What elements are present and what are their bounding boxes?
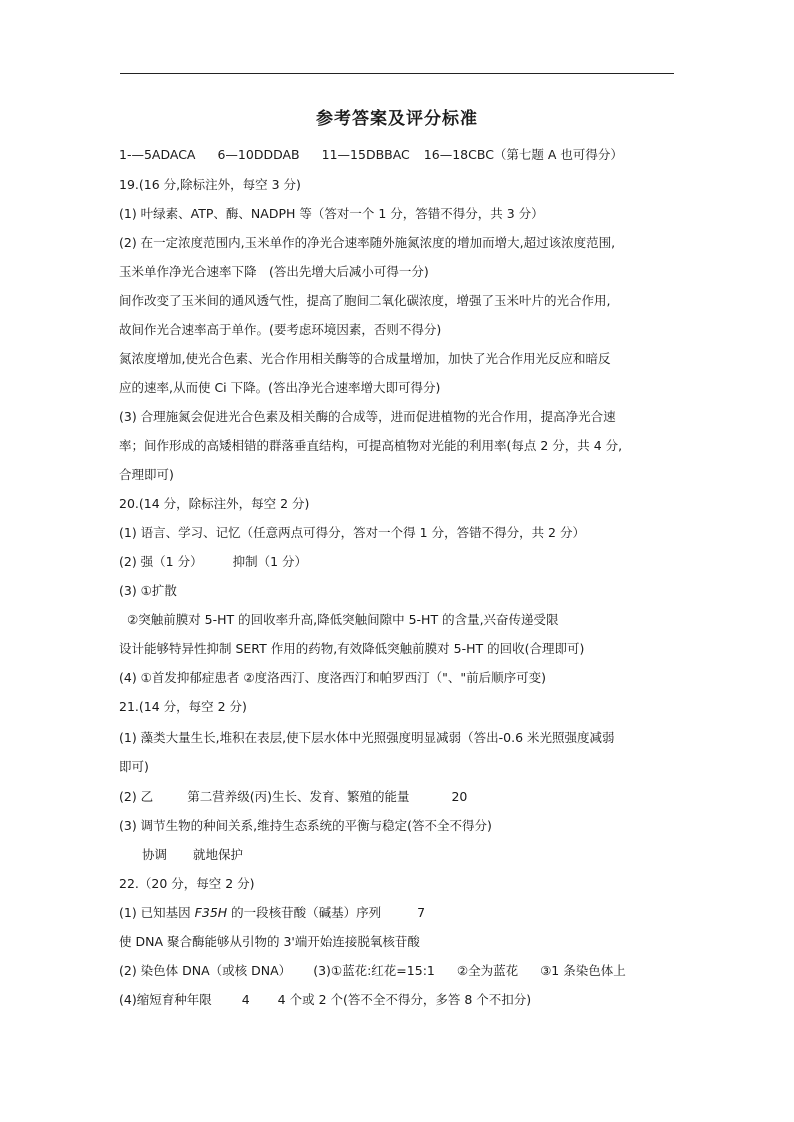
q22-answer-4-value: 4 [241,992,250,1007]
q22-answer-4-count: 4 个或 2 个(答不全不得分，多答 8 个不扣分) [277,992,532,1007]
q22-gene-name: F35H [194,905,228,920]
q21-answer-1-cont: 即可) [119,759,149,774]
q22-answer-3-allblue: ②全为蓝花 [456,963,519,978]
q20-answer-3-design: 设计能够特异性抑制 SERT 作用的药物,有效降低突触前膜对 5-HT 的回收(合理即可) [119,641,585,656]
q19-answer-2-intercrop-cont: 故间作光合速率高于单作。(要考虑环境因素，否则不得分) [119,322,442,337]
q19-heading: 19.(16 分,除标注外，每空 3 分) [119,177,301,192]
q21-answer-2 [119,787,467,805]
mc-answers-line [119,145,623,163]
q20-answer-2-inhibit: 抑制（1 分） [232,554,308,569]
mc-answer-1-5: 1-—5ADACA [119,147,196,162]
q19-answer-3: (3) 合理施氮会促进光合色素及相关酶的合成等，进而促进植物的光合作用，提高净光合速 [119,409,616,424]
q20-heading: 20.(14 分，除标注外，每空 2 分) [119,496,310,511]
q22-answer-2-3 [119,961,626,979]
mc-answer-11-15: 11—15DBBAC [321,147,410,162]
q21-answer-1: (1) 藻类大量生长,堆积在表层,使下层水体中光照强度明显减弱（答出-0.6 米光照强度减弱 [119,730,615,745]
q21-answer-2-yi: (2) 乙 [119,789,154,804]
q20-answer-2 [119,552,307,570]
page-title: 参考答案及评分标准 [316,109,478,129]
q20-answer-3: (3) ①扩散 [119,583,177,598]
q22-answer-1-suffix: 的一段核苷酸（碱基）序列 [231,905,382,920]
q22-heading: 22.（20 分，每空 2 分) [119,876,255,891]
q22-answer-1-value: 7 [417,905,426,920]
top-divider-line [120,73,674,74]
q19-answer-3-cont: 率；间作形成的高矮相错的群落垂直结构，可提高植物对光能的利用率(每点 2 分，共 4 分, [119,438,623,453]
q19-answer-2-nitrogen: 氮浓度增加,使光合色素、光合作用相关酶等的合成量增加，加快了光合作用光反应和暗反 [119,351,611,366]
q21-answer-3-cont [142,845,243,863]
q19-answer-2-cont: 玉米单作净光合速率下降 (答出先增大后减小可得一分) [119,264,429,279]
q21-answer-2-energy: 第二营养级(丙)生长、发育、繁殖的能量 [187,789,410,804]
q21-answer-3-coordinate: 协调 [142,847,168,862]
q21-answer-3: (3) 调节生物的种间关系,维持生态系统的平衡与稳定(答不全不得分) [119,818,492,833]
q22-answer-1-cont: 使 DNA 聚合酶能够从引物的 3'端开始连接脱氧核苷酸 [119,934,420,949]
q22-answer-3-ratio: (3)①蓝花:红花=15:1 [313,963,435,978]
q22-answer-2: (2) 染色体 DNA（或核 DNA） [119,963,292,978]
q21-answer-2-value: 20 [451,789,468,804]
q19-answer-2-intercrop: 间作改变了玉米间的通风透气性，提高了胞间二氧化碳浓度，增强了玉米叶片的光合作用, [119,293,611,308]
q20-answer-1: (1) 语言、学习、记忆（任意两点可得分，答对一个得 1 分，答错不得分，共 2 分） [119,525,585,540]
mc-answer-6-10: 6—10DDDAB [217,147,300,162]
q19-answer-2-nitrogen-cont: 应的速率,从而使 Ci 下降。(答出净光合速率增大即可得分) [119,380,441,395]
q19-answer-2: (2) 在一定浓度范围内,玉米单作的净光合速率随外施氮浓度的增加而增大,超过该浓度范围, [119,235,616,250]
mc-answer-16-18: 16—18CBC（第七题 A 也可得分） [423,147,623,162]
q19-answer-3-end: 合理即可) [119,467,174,482]
q20-answer-2-strong: (2) 强（1 分） [119,554,203,569]
q20-answer-3-part2: ②突触前膜对 5-HT 的回收率升高,降低突触间隙中 5-HT 的含量,兴奋传递受限 [127,612,559,627]
q22-answer-4-shorten: (4)缩短育种年限 [119,992,212,1007]
q21-answer-3-protect: 就地保护 [193,847,244,862]
q22-answer-4 [119,990,531,1008]
q22-answer-1-prefix: (1) 已知基因 [119,905,191,920]
q22-answer-3-chromosome: ③1 条染色体上 [540,963,626,978]
q19-answer-1: (1) 叶绿素、ATP、酶、NADPH 等（答对一个 1 分，答错不得分，共 3 分） [119,206,544,221]
q20-answer-4: (4) ①首发抑郁症患者 ②度洛西汀、度洛西汀和帕罗西汀（"、"前后顺序可变) [119,670,546,685]
q21-heading: 21.(14 分，每空 2 分) [119,699,247,714]
q22-answer-1 [119,903,425,921]
